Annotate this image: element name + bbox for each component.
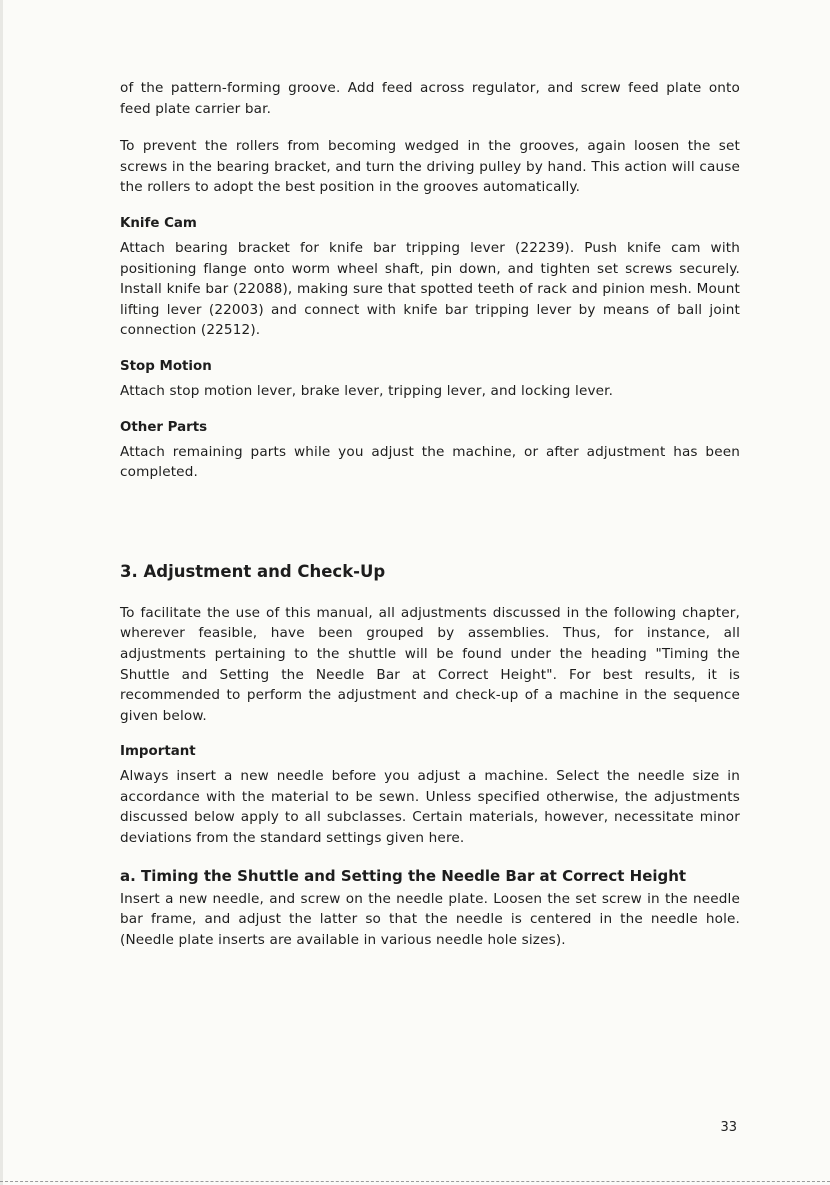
paragraph-rollers xyxy=(120,136,740,198)
section-text: Insert a new needle, and screw on the needle plate. Loosen the set screw in the needle bar frame, and adjust the latter so that the needle is centered in the needle hole. (Needle plate inserts are available in various needle hole sizes). xyxy=(120,890,740,948)
chapter-adjustment xyxy=(120,561,740,727)
section-heading: Other Parts xyxy=(120,419,208,435)
section-knife-cam xyxy=(120,215,740,341)
paragraph-text: of the pattern-forming groove. Add feed across regulator, and screw feed plate onto feed plate carrier bar. xyxy=(120,80,740,117)
section-text: Attach remaining parts while you adjust the machine, or after adjustment has been completed. xyxy=(120,443,740,481)
section-text: Attach bearing bracket for knife bar tripping lever (22239). Push knife cam with positioning flange onto worm wheel shaft, pin down, and tighten set screws securely. Install knife bar (22088), making sure that spotted teeth of rack and pinion mesh. Mount lifting lever (22003) and connect with knife bar tripping lever by means of ball joint connection (22512). xyxy=(120,239,740,339)
chapter-title: 3. Adjustment and Check-Up xyxy=(120,561,386,581)
document-page xyxy=(120,78,740,967)
section-stop-motion xyxy=(120,358,740,402)
subsection-heading: a. Timing the Shuttle and Setting the Needle Bar at Correct Height xyxy=(120,866,687,885)
section-other-parts xyxy=(120,419,740,483)
paragraph-text: To prevent the rollers from becoming wedged in the grooves, again loosen the set screws in the bearing bracket, and turn the driving pulley by hand. This action will cause the rollers to adopt the best position in the grooves automatically. xyxy=(120,138,740,196)
page-bottom-border xyxy=(0,1181,830,1185)
section-heading: Stop Motion xyxy=(120,358,212,374)
chapter-intro xyxy=(120,603,740,727)
section-heading: Important xyxy=(120,744,196,760)
chapter-intro-text: To facilitate the use of this manual, all adjustments discussed in the following chapter, wherever feasible, have been grouped by assemblies. Thus, for instance, all adjustments pertaining to the shuttle will be found under the heading "Timing the Shuttle and Setting the Needle Bar at Correct Height". For best results, it is recommended to perform the adjustment and check-up of a machine in the sequence given below. xyxy=(120,604,740,724)
page-number: 33 xyxy=(720,1120,737,1135)
section-heading: Knife Cam xyxy=(120,215,197,231)
section-important xyxy=(120,743,740,848)
paragraph-pattern-groove xyxy=(120,78,740,119)
section-text: Always insert a new needle before you adjust a machine. Select the needle size in accordance with the material to be sewn. Unless specified otherwise, the adjustments discussed below apply to all subclasses. Certain materials, however, necessitate minor deviations from the standard settings given here. xyxy=(120,768,740,847)
section-timing-shuttle xyxy=(120,866,740,951)
page-edge-shadow xyxy=(0,0,3,1185)
section-text: Attach stop motion lever, brake lever, tripping lever, and locking lever. xyxy=(120,382,614,399)
